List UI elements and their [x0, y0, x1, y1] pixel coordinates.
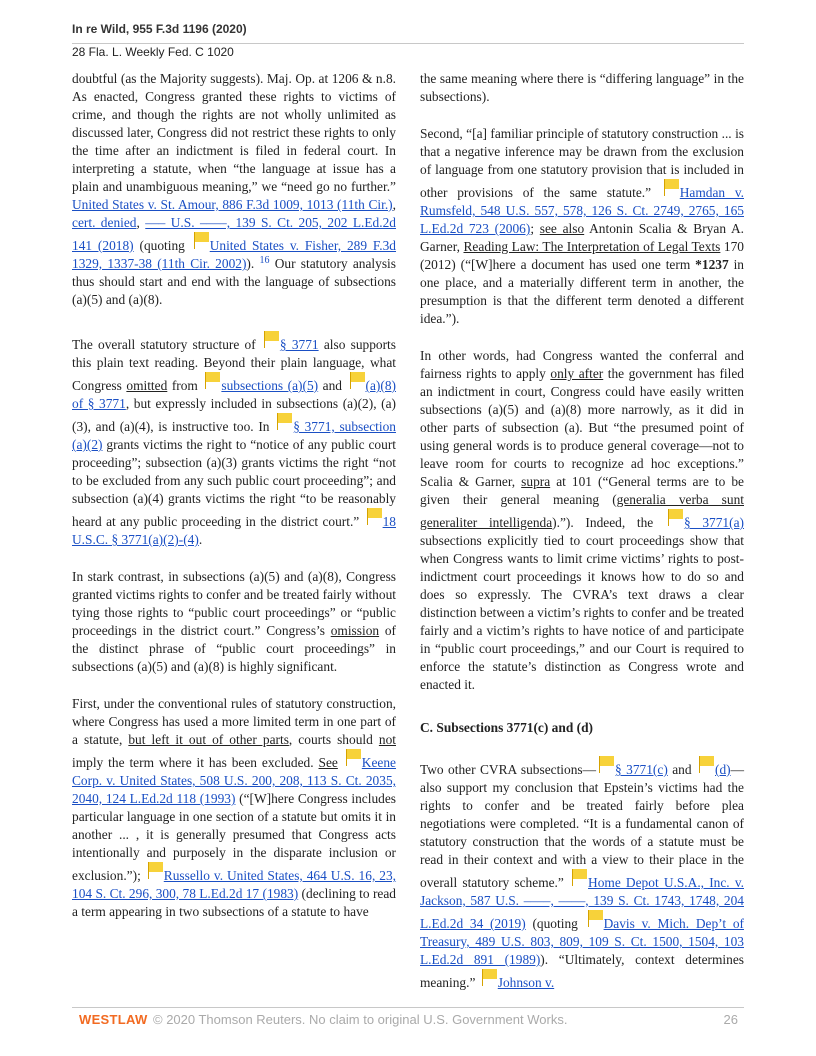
citation-link[interactable]: Russello v. United States, 464 U.S. 16, 23, 104 S. Ct. 296, 300, 78 L.Ed.2d 17 (1983) — [72, 868, 397, 901]
citation-link[interactable]: cert. denied — [72, 215, 137, 230]
footnote-link[interactable]: 16 — [259, 255, 270, 266]
citation-link[interactable]: § 3771 — [279, 337, 319, 352]
citation-link[interactable]: Johnson v. — [497, 975, 555, 990]
keycite-flag-icon[interactable] — [668, 509, 683, 526]
citation-link[interactable]: § 3771(c) — [615, 762, 668, 777]
citation-link[interactable]: Davis v. Mich. Dep’t of Treasury, 489 U.S. 803, 809, 109 S. Ct. 1500, 1504, 103 L.Ed.2d 891 (1989) — [420, 916, 744, 967]
citation-link[interactable]: Home Depot U.S.A., Inc. v. Jackson, 587 U.S. ––––, ––––, 139 S. Ct. 1743, 1748, 204 L.Ed.2d 34 (2019) — [420, 875, 744, 931]
keycite-flag-icon[interactable] — [367, 508, 382, 525]
citation-link[interactable]: 18 U.S.C. § 3771(a)(2)-(4) — [72, 514, 396, 547]
keycite-flag-icon[interactable] — [148, 862, 163, 879]
paragraph: In other words, had Congress wanted the conferral and fairness rights to apply only after the government has filed an indictment in court, Congress could have easily written subsections (a)(5) and (a)(8) more narrowly, as it did in other parts of subsection (a). But “the presumed point of using general words is to produce general coverage—not to leave room for courts to recognize ad hoc exceptions.” Scalia & Garner, supra at 101 (“General terms are to be given their general meaning (generalia verba sunt generaliter intelligenda).”). Indeed, the § 3771(a) subsections explicitly tied to court proceedings show that when Congress wants to limit crime victims’ rights to post-indictment court proceedings it knows how to do so and does so expressly. The CVRA’s text draws a clear distinction between a victim’s rights to confer and be treated fairly and a victim’s rights to have notice of and participate in “public court proceedings,” and our Court is required to enforce the statute’s distinction as Congress wrote and enacted it. — [420, 348, 744, 692]
star-page: *1237 — [695, 257, 729, 272]
citation-link[interactable]: (d) — [715, 762, 731, 777]
keycite-flag-icon[interactable] — [664, 179, 679, 196]
keycite-flag-icon[interactable] — [346, 749, 361, 766]
westlaw-logo: WESTLAW — [79, 1012, 148, 1027]
paragraph: Two other CVRA subsections— § 3771(c) and (d)—also support my conclusion that Epstein’s victims had the rights to confer and be treated fairly before plea negotiations were completed. “It is a fundamental canon of statutory construction that the words of a statute must be read in their context and with a view to their place in the overall statutory scheme.” Home Depot U.S.A., Inc. v. Jackson, 587 U.S. ––––, ––––, 139 S. Ct. 1743, 1748, 204 L.Ed.2d 34 (2019) (quoting Davis v. Mich. Dep’t of Treasury, 489 U.S. 803, 809, 109 S. Ct. 1500, 1504, 103 L.Ed.2d 891 (1989)). “Ultimately, context determines meaning.” Johnson v. — [420, 756, 744, 992]
copyright-notice: © 2020 Thomson Reuters. No claim to original U.S. Government Works. — [153, 1012, 568, 1027]
citation-link[interactable]: United States v. St. Amour, 886 F.3d 1009, 1013 (11th Cir.) — [72, 197, 393, 212]
document-title: In re Wild, 955 F.3d 1196 (2020) — [72, 22, 247, 36]
paragraph: Second, “[a] familiar principle of statutory construction ... is that a negative inference may be drawn from the exclusion of language from one statutory provision that is included in other provisions of the same statute.” Hamdan v. Rumsfeld, 548 U.S. 557, 578, 126 S. Ct. 2749, 2765, 165 L.Ed.2d 723 (2006); see also Antonin Scalia & Bryan A. Garner, Reading Law: The Interpretation of Legal Texts 170 (2012) (“[W]here a document has used one term *1237 in one place, and a materially different term in another, the presumption is that the different term denoted a different idea.”). — [420, 126, 745, 326]
footer-divider — [72, 1007, 744, 1008]
citation-link[interactable]: United States v. Fisher, 289 F.3d 1329, 1337-38 (11th Cir. 2002) — [72, 238, 397, 271]
citation-link[interactable]: Hamdan v. Rumsfeld, 548 U.S. 557, 578, 126 S. Ct. 2749, 2765, 165 L.Ed.2d 723 (2006) — [420, 185, 744, 236]
keycite-flag-icon[interactable] — [699, 756, 714, 773]
paragraph: The overall statutory structure of § 3771 also supports this plain text reading. Beyond their plain language, what Congress omitted from subsections (a)(5) and (a)(8) of § 3771, but expressly included in subsections (a)(2), (a)(3), and (a)(4), is instructive too. In § 3771, subsection (a)(2) grants victims the right to “notice of any public court proceeding”; subsection (a)(3) grants victims the right “not to be excluded from any such public court proceeding”; and subsection (a)(4) grants victims the right “to be reasonably heard at any public proceeding in the district court.” 18 U.S.C. § 3771(a)(2)-(4). — [72, 331, 396, 549]
page-number: 26 — [723, 1012, 738, 1027]
keycite-flag-icon[interactable] — [277, 413, 292, 430]
citation-link[interactable]: (a)(8) of § 3771 — [72, 378, 396, 411]
citation-link[interactable]: Keene Corp. v. United States, 508 U.S. 200, 208, 113 S. Ct. 2035, 2040, 124 L.Ed.2d 118 (1993) — [72, 755, 396, 806]
document-subtitle: 28 Fla. L. Weekly Fed. C 1020 — [72, 45, 234, 59]
keycite-flag-icon[interactable] — [482, 969, 497, 986]
citation-link[interactable]: § 3771, subsection (a)(2) — [72, 419, 396, 452]
keycite-flag-icon[interactable] — [350, 372, 365, 389]
keycite-flag-icon[interactable] — [572, 869, 587, 886]
keycite-flag-icon[interactable] — [194, 232, 209, 249]
section-heading: C. Subsections 3771(c) and (d) — [420, 720, 593, 735]
citation-link[interactable]: § 3771(a) — [683, 515, 744, 530]
citation-link[interactable]: subsections (a)(5) — [221, 378, 319, 393]
keycite-flag-icon[interactable] — [588, 910, 603, 927]
citation-link[interactable]: ––– U.S. ––––, 139 S. Ct. 205, 202 L.Ed.2d 141 (2018) — [72, 215, 396, 253]
left-column — [72, 70, 396, 921]
paragraph: First, under the conventional rules of statutory construction, where Congress has used a more limited term in one part of a statute, but left it out of other parts, courts should not imply the term where it has been excluded. See Keene Corp. v. United States, 508 U.S. 200, 208, 113 S. Ct. 2035, 2040, 124 L.Ed.2d 118 (1993) (“[W]here Congress includes particular language in one section of a statute but omits it in another ... , it is generally presumed that Congress acts intentionally and purposely in the disparate inclusion or exclusion.”); Russello v. United States, 464 U.S. 16, 23, 104 S. Ct. 296, 300, 78 L.Ed.2d 17 (1983) (declining to read a term appearing in two subsections of a statute to have — [72, 696, 397, 919]
right-column — [420, 70, 744, 992]
keycite-flag-icon[interactable] — [205, 372, 220, 389]
paragraph: doubtful (as the Majority suggests). Maj. Op. at 1206 & n.8. As enacted, Congress granted these rights to victims of crime, and though the rights are not wholly unlimited as discussed later, Congress did not restrict these rights to only the time after an indictment is filed in federal court. In interpreting a statute, when “the language at issue has a plain and unambiguous meaning,” we “need go no further.” United States v. St. Amour, 886 F.3d 1009, 1013 (11th Cir.), cert. denied, ––– U.S. ––––, 139 S. Ct. 205, 202 L.Ed.2d 141 (2018) (quoting United States v. Fisher, 289 F.3d 1329, 1337-38 (11th Cir. 2002)). $^{16}$ Our statutory analysis thus should start and end with the language of subsections (a)(5) and (a)(8). — [72, 71, 397, 307]
keycite-flag-icon[interactable] — [599, 756, 614, 773]
paragraph: the same meaning where there is “differing language” in the subsections). — [420, 71, 744, 104]
header-divider — [72, 43, 744, 44]
paragraph: In stark contrast, in subsections (a)(5) and (a)(8), Congress granted victims rights to confer and be treated fairly without tying those rights to “public court proceedings” or “public proceedings in the district court.” Congress’s omission of the distinct phrase of “public court proceedings” in subsections (a)(5) and (a)(8) is highly significant. — [72, 569, 396, 674]
keycite-flag-icon[interactable] — [264, 331, 279, 348]
